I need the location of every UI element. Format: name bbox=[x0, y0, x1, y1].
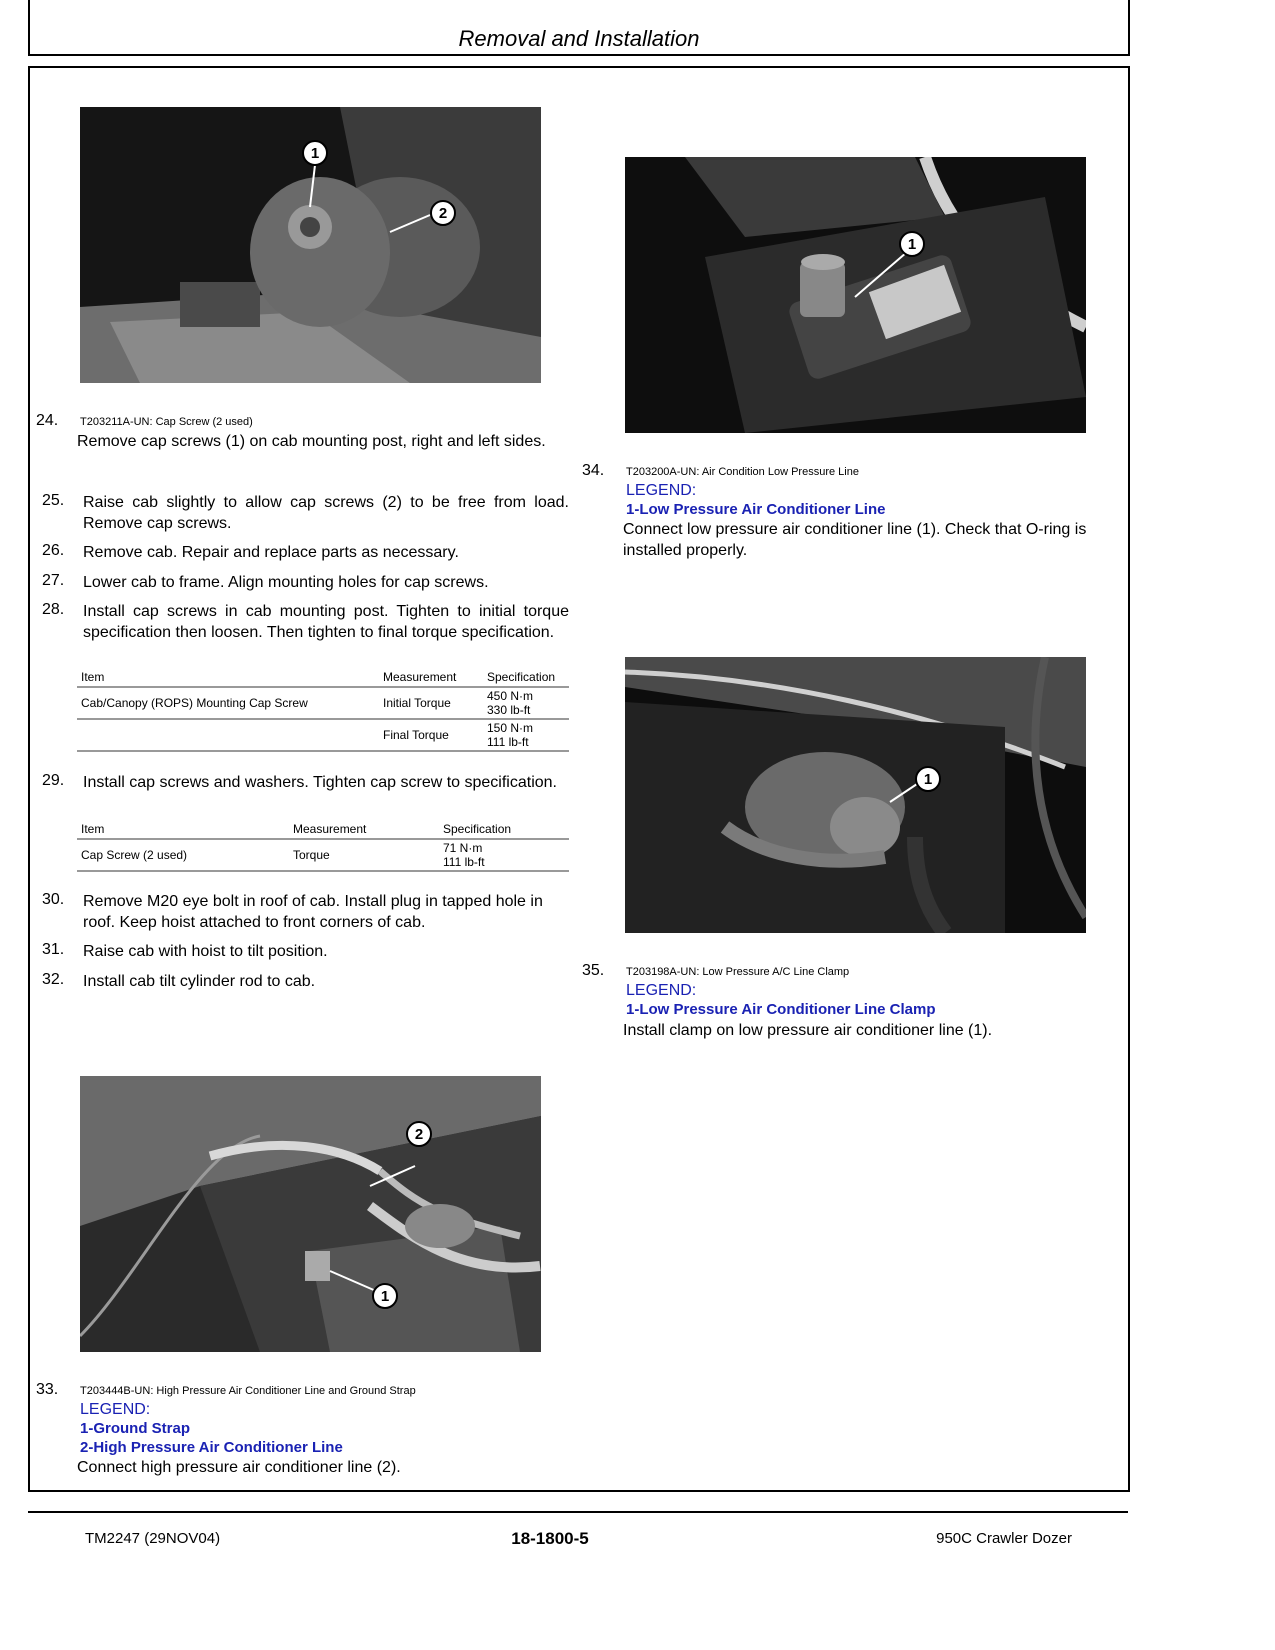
figure-caption: T203198A-UN: Low Pressure A/C Line Clamp bbox=[626, 966, 850, 978]
photo-high-pressure-line bbox=[80, 1076, 541, 1352]
step-number: 35. bbox=[582, 962, 605, 979]
table-cell: Torque bbox=[289, 839, 439, 871]
footer-page-number: 18-1800-5 bbox=[511, 1529, 589, 1548]
column-header: Specification bbox=[483, 668, 569, 687]
legend bbox=[626, 981, 936, 1019]
legend-item: 1-Ground Strap bbox=[80, 1420, 191, 1437]
step-number: 34. bbox=[582, 462, 605, 479]
callout-label: 1 bbox=[907, 236, 917, 253]
column-header: Measurement bbox=[289, 820, 439, 839]
callout-1 bbox=[898, 230, 926, 263]
step-text: Install clamp on low pressure air conditioner line (1). bbox=[623, 1022, 993, 1039]
callout-1 bbox=[914, 765, 942, 798]
table-cell bbox=[483, 687, 569, 719]
step-number: 33. bbox=[36, 1381, 59, 1398]
step-text: Remove cab. Repair and replace parts as necessary. bbox=[83, 544, 459, 561]
callout-label: 1 bbox=[380, 1288, 390, 1305]
table-cell bbox=[483, 719, 569, 751]
table-header-row bbox=[77, 668, 569, 687]
step-text: Connect low pressure air conditioner line (1). Check that O-ring is installed properly. bbox=[623, 521, 1087, 559]
legend-item: 2-High Pressure Air Conditioner Line bbox=[80, 1439, 343, 1456]
step-number: 29. bbox=[42, 772, 65, 789]
table-header-row bbox=[77, 820, 569, 839]
footer-rule bbox=[28, 1511, 1128, 1513]
step-text: Remove M20 eye bolt in roof of cab. Install plug in tapped hole in roof. Keep hoist attached to front corners of cab. bbox=[83, 893, 543, 931]
footer-doc-id: TM2247 (29NOV04) bbox=[85, 1530, 221, 1547]
figure-caption: T203200A-UN: Air Condition Low Pressure Line bbox=[626, 466, 859, 478]
step-text: Install cap screws and washers. Tighten cap screw to specification. bbox=[83, 774, 557, 791]
spec-value: 330 lb-ft bbox=[487, 703, 531, 717]
table-cell: Initial Torque bbox=[379, 687, 483, 719]
table-cell: Cab/Canopy (ROPS) Mounting Cap Screw bbox=[77, 687, 379, 719]
column-header: Item bbox=[77, 668, 379, 687]
step-text: Remove cap screws (1) on cab mounting post, right and left sides. bbox=[77, 433, 546, 450]
legend-item: 1-Low Pressure Air Conditioner Line bbox=[626, 501, 886, 518]
legend-title: LEGEND: bbox=[80, 1401, 151, 1418]
photo-low-pressure-line bbox=[625, 157, 1086, 433]
page-title: Removal and Installation bbox=[458, 26, 700, 51]
torque-spec-table bbox=[77, 668, 569, 752]
spec-value: 450 N·m bbox=[487, 689, 534, 703]
spec-value: 111 lb-ft bbox=[443, 855, 485, 869]
legend bbox=[80, 1400, 343, 1457]
step-number: 27. bbox=[42, 572, 65, 589]
step-text: Install cab tilt cylinder rod to cab. bbox=[83, 973, 316, 990]
figure-caption: T203211A-UN: Cap Screw (2 used) bbox=[80, 416, 253, 428]
column-header: Measurement bbox=[379, 668, 483, 687]
table-cell: Final Torque bbox=[379, 719, 483, 751]
step-number: 30. bbox=[42, 891, 65, 908]
table-cell bbox=[439, 839, 569, 871]
step-text: Lower cab to frame. Align mounting holes for cap screws. bbox=[83, 574, 489, 591]
step-text: Connect high pressure air conditioner line (2). bbox=[77, 1459, 401, 1476]
table-row bbox=[77, 839, 569, 871]
table-cell bbox=[77, 719, 379, 751]
step-number: 24. bbox=[36, 412, 59, 429]
step-number: 28. bbox=[42, 601, 65, 618]
legend-title: LEGEND: bbox=[626, 982, 697, 999]
step-number: 25. bbox=[42, 492, 65, 509]
spec-value: 71 N·m bbox=[443, 841, 483, 855]
callout-2 bbox=[405, 1120, 433, 1153]
table-cell: Cap Screw (2 used) bbox=[77, 839, 289, 871]
callout-label: 1 bbox=[310, 145, 320, 162]
torque-spec-table bbox=[77, 820, 569, 872]
footer-machine-name: 950C Crawler Dozer bbox=[936, 1530, 1072, 1547]
callout-label: 2 bbox=[414, 1126, 424, 1143]
step-text: Raise cab slightly to allow cap screws (2) to be free from load. Remove cap screws. bbox=[83, 494, 569, 532]
column-header: Item bbox=[77, 820, 289, 839]
callout-1 bbox=[301, 139, 329, 172]
figure-caption: T203444B-UN: High Pressure Air Conditioner Line and Ground Strap bbox=[80, 1385, 416, 1397]
table-row bbox=[77, 719, 569, 751]
page-header bbox=[28, 0, 1130, 56]
callout-label: 1 bbox=[923, 771, 933, 788]
step-number: 26. bbox=[42, 542, 65, 559]
column-header: Specification bbox=[439, 820, 569, 839]
step-text: Install cap screws in cab mounting post. Tighten to initial torque specification then loosen. Then tighten to final torque specification. bbox=[83, 603, 569, 641]
legend bbox=[626, 481, 885, 519]
legend-item: 1-Low Pressure Air Conditioner Line Clamp bbox=[626, 1001, 936, 1018]
spec-value: 111 lb-ft bbox=[487, 735, 529, 749]
photo-line-clamp bbox=[625, 657, 1086, 933]
spec-value: 150 N·m bbox=[487, 721, 534, 735]
callout-1 bbox=[371, 1282, 399, 1315]
table-row bbox=[77, 687, 569, 719]
legend-title: LEGEND: bbox=[626, 482, 697, 499]
step-number: 31. bbox=[42, 941, 65, 958]
step-text: Raise cab with hoist to tilt position. bbox=[83, 943, 328, 960]
callout-label: 2 bbox=[438, 205, 448, 222]
step-number: 32. bbox=[42, 971, 65, 988]
callout-2 bbox=[429, 199, 457, 232]
